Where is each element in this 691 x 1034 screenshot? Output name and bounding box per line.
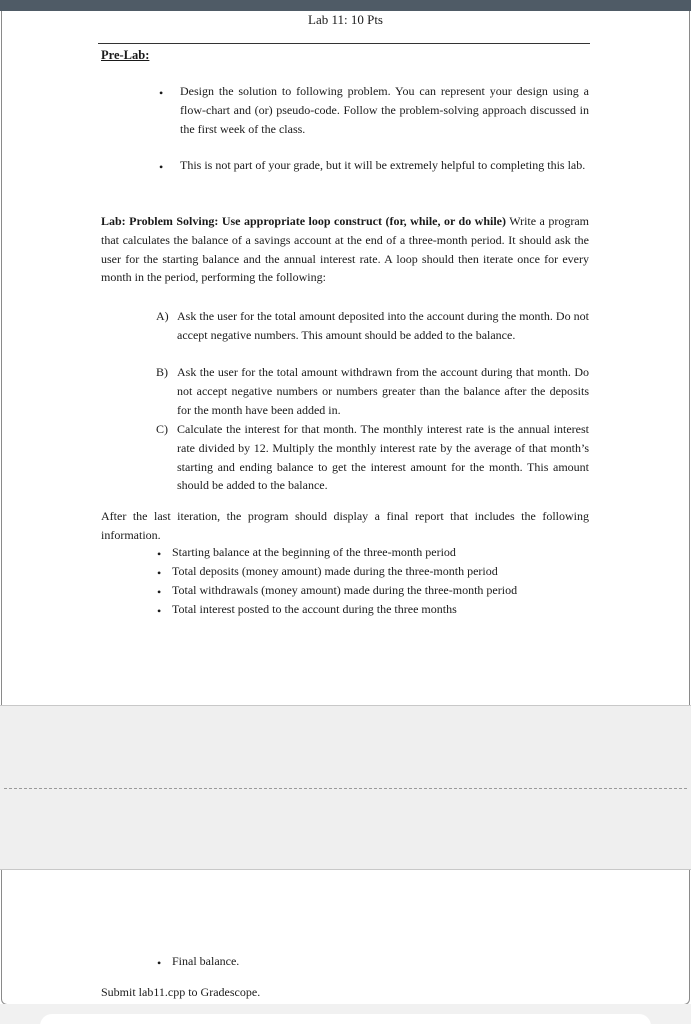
step-letter-a: A) <box>156 309 169 323</box>
report-item-2: Total deposits (money amount) made during the three-month period <box>172 564 498 578</box>
report-item-3: Total withdrawals (money amount) made during the three-month period <box>172 583 518 597</box>
lab-description <box>101 212 589 287</box>
step-letter-c: C) <box>156 422 168 436</box>
bullet-marker: • <box>159 86 164 100</box>
report-item-1: Starting balance at the beginning of the three-month period <box>172 545 456 559</box>
page-break-line <box>4 788 687 789</box>
bullet-marker: • <box>157 585 162 599</box>
lab-heading: Lab: Problem Solving: Use appropriate loop construct (for, while, or do while) <box>101 214 506 228</box>
title-rule <box>98 43 590 44</box>
bullet-marker: • <box>157 566 162 580</box>
bullet-marker: • <box>157 547 162 561</box>
lab-intro: Write a program that calculates the balance of a savings account at the end of a three-month period. It should ask the user for the starting balance and the annual interest rate. A loop should then iterate once for every month in the period, performing the following: <box>101 214 589 285</box>
step-letter-b: B) <box>156 365 168 379</box>
viewer-top-bar <box>0 0 691 11</box>
prelab-bullet-2: This is not part of your grade, but it will be extremely helpful to completing this lab. <box>180 158 586 172</box>
viewer-bottom-strip <box>0 1004 691 1024</box>
step-a-text: Ask the user for the total amount deposited into the account during the month. Do not accept negative numbers. This amount should be added to the balance. <box>177 309 589 342</box>
prelab-bullet-1: Design the solution to following problem. You can represent your design using a flow-chart and (or) pseudo-code. Follow the problem-solving approach discussed in the first week of the class. <box>180 84 589 136</box>
report-item-4: Total interest posted to the account during the three months <box>172 602 457 616</box>
bullet-marker: • <box>159 160 164 174</box>
document-title: Lab 11: 10 Pts <box>308 12 383 27</box>
prelab-heading: Pre-Lab: <box>101 48 150 62</box>
step-c-text: Calculate the interest for that month. The monthly interest rate is the annual interest rate divided by 12. Multiply the monthly interest rate by the average of that month’s starting and ending balance to get the interest amount for the month. This amount should be added to the balance. <box>177 422 589 493</box>
page-break-gap <box>0 705 691 870</box>
bullet-marker: • <box>157 604 162 618</box>
step-b-text: Ask the user for the total amount withdrawn from the account during that month. Do not accept negative numbers or numbers greater than the balance after the deposits for the month have been added in. <box>177 365 589 417</box>
bullet-marker: • <box>157 956 162 970</box>
report-intro: After the last iteration, the program should display a final report that includes the following information. <box>101 509 589 542</box>
submit-instructions: Submit lab11.cpp to Gradescope. <box>101 985 261 999</box>
report-item-5: Final balance. <box>172 954 240 968</box>
